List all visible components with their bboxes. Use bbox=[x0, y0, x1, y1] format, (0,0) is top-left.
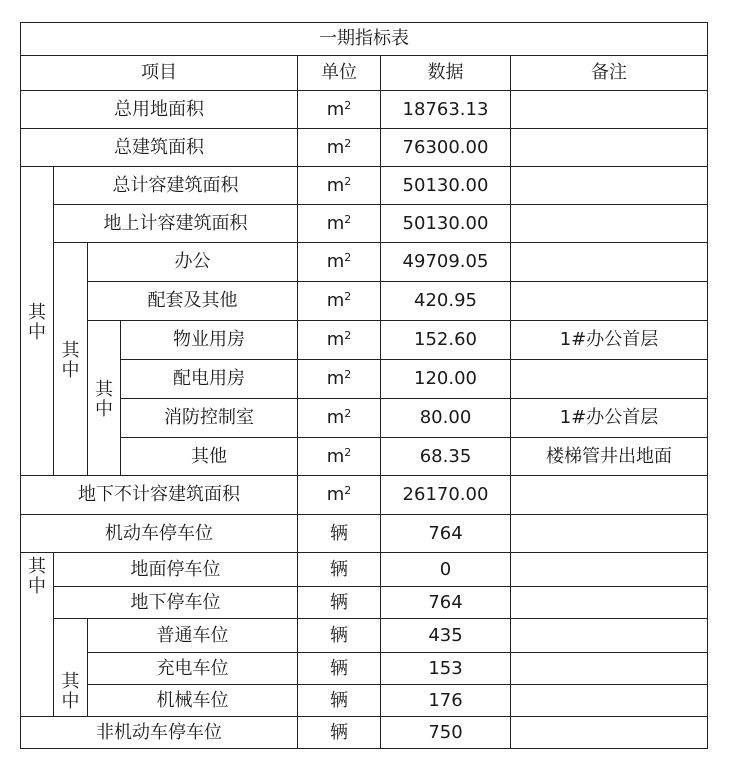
note-cell bbox=[511, 685, 708, 717]
value-cell: 153 bbox=[381, 653, 511, 685]
unit-cell: 辆 bbox=[298, 619, 381, 653]
row-label: 地下不计容建筑面积 bbox=[21, 476, 298, 515]
header-row bbox=[21, 56, 708, 91]
group-label-parking: 其中 bbox=[21, 553, 54, 717]
unit-cell: 辆 bbox=[298, 515, 381, 553]
note-cell bbox=[511, 167, 708, 205]
table-row bbox=[21, 587, 708, 619]
value-cell: 18763.13 bbox=[381, 91, 511, 129]
row-label: 充电车位 bbox=[88, 653, 298, 685]
value-cell: 176 bbox=[381, 685, 511, 717]
note-cell bbox=[511, 91, 708, 129]
value-cell: 80.00 bbox=[381, 399, 511, 438]
note-cell bbox=[511, 476, 708, 515]
unit-cell: $m^2$ bbox=[298, 282, 381, 321]
table-row bbox=[21, 653, 708, 685]
value-cell: 26170.00 bbox=[381, 476, 511, 515]
note-cell bbox=[511, 587, 708, 619]
note-cell bbox=[511, 205, 708, 243]
note-cell bbox=[511, 360, 708, 399]
note-cell bbox=[511, 717, 708, 749]
note-cell: 1#办公首层 bbox=[511, 321, 708, 360]
table-row bbox=[21, 129, 708, 167]
unit-cell: 辆 bbox=[298, 685, 381, 717]
indicator-table bbox=[20, 22, 708, 749]
unit-cell: 辆 bbox=[298, 717, 381, 749]
note-cell bbox=[511, 553, 708, 587]
note-cell: 楼梯管井出地面 bbox=[511, 438, 708, 476]
table-row bbox=[21, 685, 708, 717]
row-label: 地下停车位 bbox=[54, 587, 298, 619]
row-label: 机动车停车位 bbox=[21, 515, 298, 553]
table-row bbox=[21, 438, 708, 476]
table-row bbox=[21, 553, 708, 587]
note-cell bbox=[511, 653, 708, 685]
row-label: 物业用房 bbox=[121, 321, 298, 360]
value-cell: 49709.05 bbox=[381, 243, 511, 282]
value-cell: 750 bbox=[381, 717, 511, 749]
row-label: 机械车位 bbox=[88, 685, 298, 717]
group-label-ancillary: 其中 bbox=[88, 321, 121, 476]
value-cell: 50130.00 bbox=[381, 205, 511, 243]
table-row bbox=[21, 205, 708, 243]
row-label: 配电用房 bbox=[121, 360, 298, 399]
header-item: 项目 bbox=[21, 56, 298, 91]
unit-cell: $m^2$ bbox=[298, 91, 381, 129]
unit-cell: 辆 bbox=[298, 587, 381, 619]
table-row bbox=[21, 321, 708, 360]
row-label: 配套及其他 bbox=[88, 282, 298, 321]
row-label: 其他 bbox=[121, 438, 298, 476]
unit-cell: $m^2$ bbox=[298, 321, 381, 360]
unit-cell: $m^2$ bbox=[298, 476, 381, 515]
row-label: 总计容建筑面积 bbox=[54, 167, 298, 205]
header-note: 备注 bbox=[511, 56, 708, 91]
table-row bbox=[21, 167, 708, 205]
table-row bbox=[21, 619, 708, 653]
header-unit: 单位 bbox=[298, 56, 381, 91]
value-cell: 420.95 bbox=[381, 282, 511, 321]
value-cell: 152.60 bbox=[381, 321, 511, 360]
note-cell bbox=[511, 243, 708, 282]
unit-cell: 辆 bbox=[298, 653, 381, 685]
table-title: 一期指标表 bbox=[21, 23, 708, 56]
value-cell: 0 bbox=[381, 553, 511, 587]
value-cell: 764 bbox=[381, 515, 511, 553]
note-cell bbox=[511, 619, 708, 653]
value-cell: 76300.00 bbox=[381, 129, 511, 167]
value-cell: 435 bbox=[381, 619, 511, 653]
row-label: 总用地面积 bbox=[21, 91, 298, 129]
unit-cell: $m^2$ bbox=[298, 205, 381, 243]
table-row bbox=[21, 91, 708, 129]
table-row bbox=[21, 399, 708, 438]
value-cell: 50130.00 bbox=[381, 167, 511, 205]
group-label-area: 其中 bbox=[21, 167, 54, 476]
row-label: 地上计容建筑面积 bbox=[54, 205, 298, 243]
row-label: 地面停车位 bbox=[54, 553, 298, 587]
row-label: 消防控制室 bbox=[121, 399, 298, 438]
note-cell bbox=[511, 515, 708, 553]
value-cell: 764 bbox=[381, 587, 511, 619]
table-row bbox=[21, 515, 708, 553]
unit-cell: $m^2$ bbox=[298, 360, 381, 399]
unit-cell: $m^2$ bbox=[298, 129, 381, 167]
table-row bbox=[21, 360, 708, 399]
note-cell bbox=[511, 282, 708, 321]
group-label-underground: 其中 bbox=[54, 619, 88, 717]
row-label: 普通车位 bbox=[88, 619, 298, 653]
value-cell: 120.00 bbox=[381, 360, 511, 399]
row-label: 办公 bbox=[88, 243, 298, 282]
unit-cell: 辆 bbox=[298, 553, 381, 587]
table-row bbox=[21, 717, 708, 749]
group-label-aboveground: 其中 bbox=[54, 243, 88, 476]
header-value: 数据 bbox=[381, 56, 511, 91]
value-cell: 68.35 bbox=[381, 438, 511, 476]
unit-cell: $m^2$ bbox=[298, 438, 381, 476]
unit-cell: $m^2$ bbox=[298, 399, 381, 438]
note-cell: 1#办公首层 bbox=[511, 399, 708, 438]
row-label: 非机动车停车位 bbox=[21, 717, 298, 749]
table-row bbox=[21, 282, 708, 321]
table-row bbox=[21, 476, 708, 515]
unit-cell: $m^2$ bbox=[298, 243, 381, 282]
table-row bbox=[21, 243, 708, 282]
unit-cell: $m^2$ bbox=[298, 167, 381, 205]
note-cell bbox=[511, 129, 708, 167]
row-label: 总建筑面积 bbox=[21, 129, 298, 167]
